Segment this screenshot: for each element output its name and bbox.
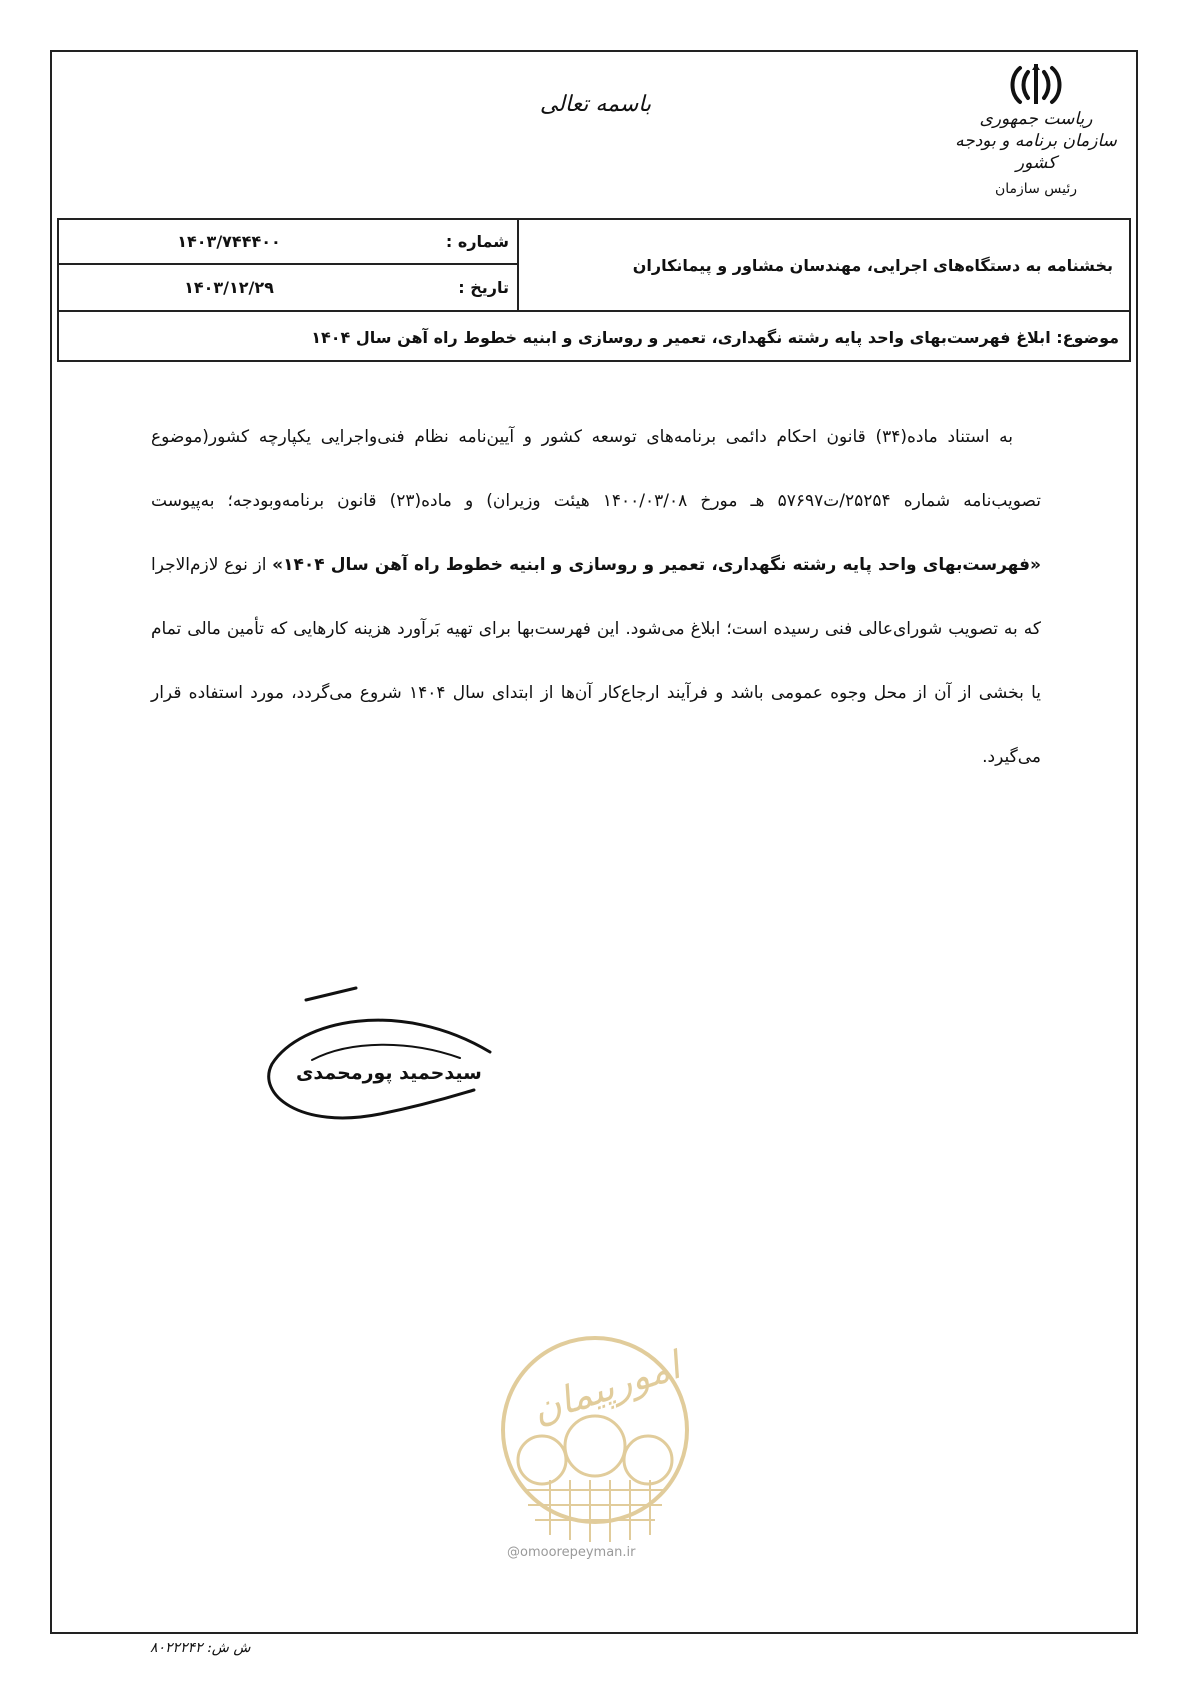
recipient-cell (517, 220, 1129, 310)
watermark-url: @omoorepeyman.ir (507, 1545, 636, 1560)
body-bold-title: «فهرست‌بهای واحد پایه رشته نگهداری، تعمیر و روسازی و ابنیه خطوط راه آهن سال ۱۴۰۴» (272, 555, 1042, 575)
signatory-name: سیدحمید پورمحمدی (296, 1062, 482, 1084)
letterhead-emblem-block (951, 62, 1121, 200)
header-table (57, 218, 1131, 362)
org-head-title: رئیس سازمان (995, 181, 1077, 197)
org-name: سازمان برنامه و بودجه کشور (955, 131, 1117, 173)
invocation-text: باسمه تعالی (539, 92, 652, 117)
date-row (59, 265, 519, 310)
body-part-2: از نوع لازم‌الاجرا که به تصویب شورای‌عالی فنی رسیده است؛ ابلاغ می‌شود. این فهرست‌بها برای تهیه بَرآورد هزینه کارهایی که تأمین مالی تمام یا بخشی از آن از محل وجوه عمومی باشد و فرآیند ارجاع‌کار آن‌ها از ابتدای سال ۱۴۰۴ شروع می‌گردد، مورد استفاده قرار می‌گیرد. (151, 555, 1041, 767)
watermark-logo-icon (490, 1330, 700, 1560)
subject-row (59, 310, 1129, 362)
signature-block (260, 980, 540, 1130)
footer-code: ش ش: ۸۰۲۲۲۴۲ (150, 1640, 251, 1656)
subject-text: موضوع: ابلاغ فهرست‌بهای واحد پایه رشته نگهداری، تعمیر و روسازی و ابنیه خطوط راه آهن سال ۱۴۰۴ (311, 327, 1119, 347)
date-value: ۱۴۰۳/۱۲/۲۹ (184, 278, 274, 297)
recipient-text: بخشنامه به دستگاه‌های اجرایی، مهندسان مشاور و پیمانکاران (632, 255, 1113, 275)
body-part-1: به استناد ماده(۳۴) قانون احکام دائمی برنامه‌های توسعه کشور و آیین‌نامه نظام فنی‌واجرایی یکپارچه کشور(موضوع تصویب‌نامه شماره ۲۵۲۵۴/ت۵۷۶۹۷ هـ مورخ ۱۴۰۰/۰۳/۰۸ هیئت وزیران) و ماده(۲۳) قانون برنامه‌وبودجه؛ به‌پیوست (151, 427, 1042, 511)
body-paragraph (151, 405, 1041, 789)
handwritten-signature-icon (260, 980, 540, 1130)
number-row (59, 220, 519, 265)
number-value: ۱۴۰۳/۷۴۴۴۰۰ (177, 232, 281, 251)
number-label: شماره : (445, 232, 509, 251)
svg-text:امورپیمان: امورپیمان (526, 1343, 686, 1433)
date-label: تاریخ : (458, 278, 509, 297)
letter-body (151, 405, 1041, 789)
org-presidency: ریاست جمهوری (979, 109, 1093, 129)
